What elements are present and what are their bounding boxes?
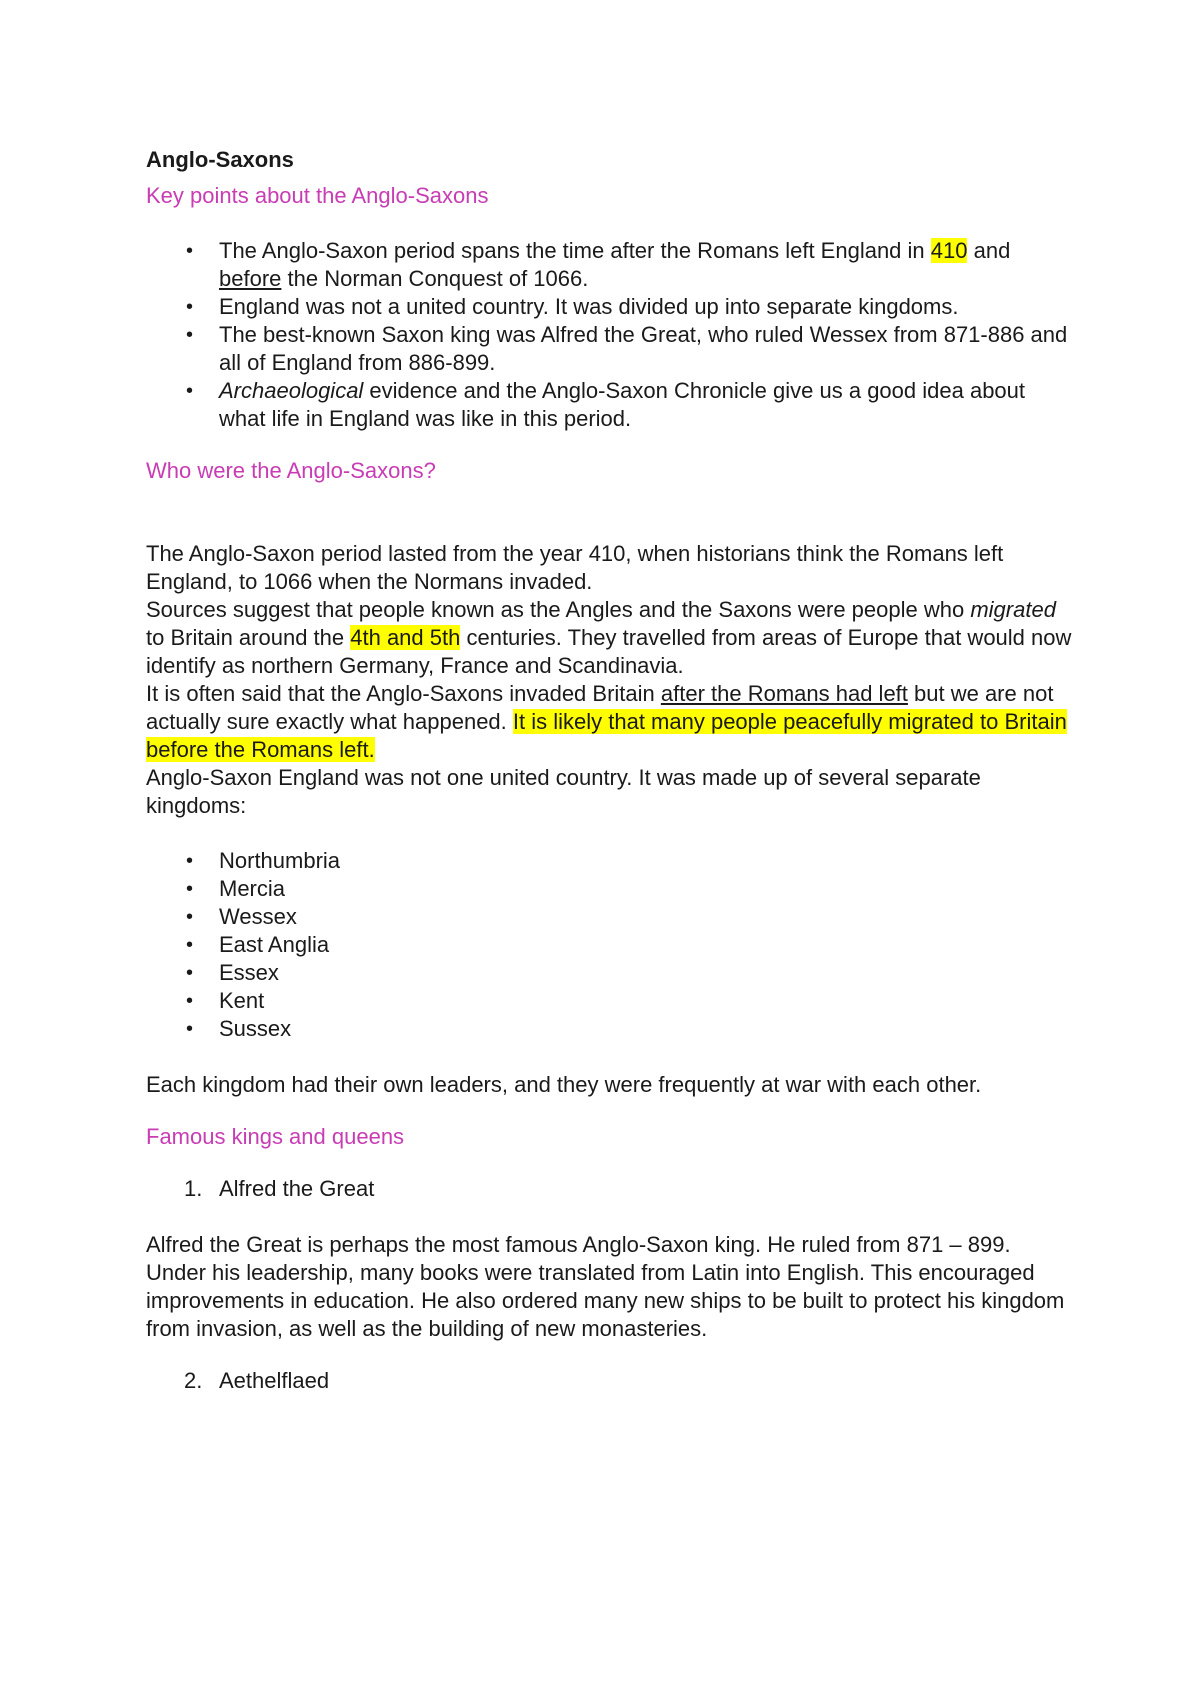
document-page (146, 140, 1076, 1395)
list-item-label: Kent (219, 988, 265, 1013)
heading-famous: Famous kings and queens (146, 1124, 405, 1149)
list-number: 2. (184, 1368, 203, 1393)
bullet-icon: • (186, 878, 194, 900)
text-run: but we are not actually sure exactly what happened. (146, 681, 1054, 734)
list-item (146, 931, 1076, 959)
bullet-icon: • (186, 990, 194, 1012)
paragraph (146, 596, 1076, 680)
list-item (146, 1367, 1076, 1395)
list-item (146, 237, 1076, 293)
bullet-icon: • (186, 1018, 194, 1040)
text-run: to Britain around the (146, 625, 351, 650)
list-item (146, 377, 1076, 433)
list-item-label: Wessex (219, 904, 297, 929)
list-item (146, 1015, 1076, 1043)
text-run: England was not a united country. It was divided up into separate kingdoms. (219, 294, 959, 319)
bullet-icon: • (186, 324, 194, 346)
text-run: It is often said that the Anglo-Saxons invaded Britain (146, 681, 661, 706)
list-item (146, 847, 1076, 875)
paragraph: Each kingdom had their own leaders, and they were frequently at war with each other. (146, 1072, 982, 1097)
bullet-icon: • (186, 934, 194, 956)
list-item (146, 903, 1076, 931)
text-run: evidence and the Anglo-Saxon Chronicle give us a good idea about what life in England was like in this period. (219, 378, 1026, 431)
key-points-list (146, 237, 1076, 433)
highlighted-text: 4th and 5th (350, 625, 461, 650)
paragraph: Anglo-Saxon England was not one united country. It was made up of several separate kingdoms: (146, 765, 981, 818)
text-run: The best-known Saxon king was Alfred the Great, who ruled Wessex from 871-886 and all of England from 886-899. (219, 322, 1068, 375)
list-item (146, 959, 1076, 987)
underlined-text: after the Romans had left (660, 681, 908, 706)
list-item (146, 987, 1076, 1015)
list-item (146, 321, 1076, 377)
list-item-label: Mercia (219, 876, 286, 901)
italic-text: Archaeological (219, 378, 364, 403)
paragraph (146, 680, 1076, 764)
list-item-label: Aethelflaed (219, 1368, 330, 1393)
bullet-icon: • (186, 296, 194, 318)
underlined-text: before (219, 266, 282, 291)
list-item (146, 1175, 1076, 1203)
text-run: The Anglo-Saxon period spans the time after the Romans left England in (219, 238, 931, 263)
list-item-label: Alfred the Great (219, 1176, 375, 1201)
bullet-icon: • (186, 850, 194, 872)
list-number: 1. (184, 1176, 203, 1201)
text-run: and (967, 238, 1011, 263)
list-item-label: Northumbria (219, 848, 341, 873)
list-item-label: Sussex (219, 1016, 292, 1041)
kingdoms-list (146, 847, 1076, 1043)
list-item (146, 293, 1076, 321)
text-run: centuries. They travelled from areas of Europe that would now identify as northern Germany, France and Scandinavia. (146, 625, 1072, 678)
numbered-item-1 (146, 1175, 1076, 1203)
heading-key-points: Key points about the Anglo-Saxons (146, 183, 489, 208)
list-item-label: Essex (219, 960, 279, 985)
document-title: Anglo-Saxons (146, 147, 294, 172)
paragraph: The Anglo-Saxon period lasted from the year 410, when historians think the Romans left England, to 1066 when the Normans invaded. (146, 541, 1004, 594)
numbered-item-2 (146, 1367, 1076, 1395)
bullet-icon: • (186, 380, 194, 402)
highlighted-text: 410 (930, 238, 968, 263)
text-run: the Norman Conquest of 1066. (281, 266, 589, 291)
bullet-icon: • (186, 240, 194, 262)
list-item (146, 875, 1076, 903)
paragraph: Alfred the Great is perhaps the most famous Anglo-Saxon king. He ruled from 871 – 899. Under his leadership, many books were translated from Latin into English. This encouraged improvements in education. He also ordered many new ships to be built to protect his kingdom from invasion, as well as the building of new monasteries. (146, 1232, 1065, 1341)
text-run: Sources suggest that people known as the Angles and the Saxons were people who (146, 597, 971, 622)
heading-who: Who were the Anglo-Saxons? (146, 458, 436, 483)
highlighted-text: It is likely that many people peacefully migrated to Britain before the Romans left. (146, 709, 1067, 762)
bullet-icon: • (186, 962, 194, 984)
list-item-label: East Anglia (219, 932, 330, 957)
bullet-icon: • (186, 906, 194, 928)
italic-text: migrated (970, 597, 1056, 622)
